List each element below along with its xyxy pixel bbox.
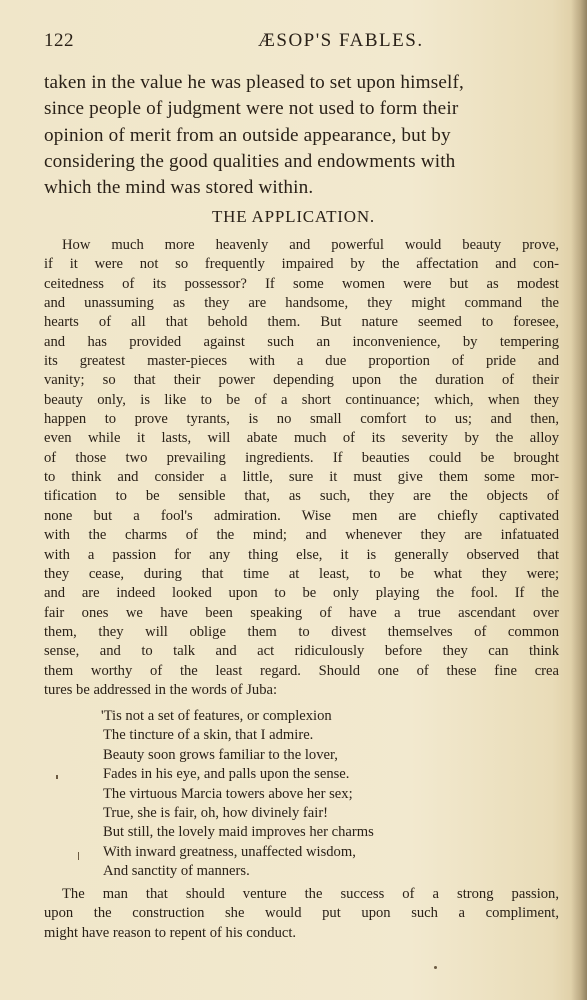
text-line: of those two prevailing ingredients. If beauties could be brought xyxy=(44,449,559,466)
ink-speck xyxy=(78,852,79,860)
text-line: opinion of merit from an outside appearance, but by xyxy=(44,124,451,146)
text-line: its greatest master-pieces with a due proportion of pride and xyxy=(44,353,559,370)
verse-line: And sanctity of manners. xyxy=(103,863,250,880)
text-line: How much more heavenly and powerful would beauty prove, xyxy=(62,237,559,253)
text-line: The man that should venture the success of a strong passion, xyxy=(62,886,559,902)
text-line: and are indeed looked upon to be only playing the fool. If the xyxy=(44,585,559,602)
text-line: happen to prove tyrants, is no small comfort to us; and then, xyxy=(44,411,559,428)
verse-line: But still, the lovely maid improves her charms xyxy=(103,824,374,841)
running-title: ÆSOP'S FABLES. xyxy=(258,30,424,51)
text-line: with a passion for any thing else, it is generally observed that xyxy=(44,546,559,563)
ink-speck xyxy=(56,775,58,779)
text-line: might have reason to repent of his conduct. xyxy=(44,924,297,941)
verse-line: Beauty soon grows familiar to the lover, xyxy=(103,746,338,763)
text-line: tures be addressed in the words of Juba: xyxy=(44,681,278,698)
page-number: 122 xyxy=(44,30,74,51)
closing-paragraph xyxy=(44,885,559,943)
running-header xyxy=(44,30,544,56)
verse-quotation xyxy=(101,707,374,882)
text-line: ceitedness of its possessor? If some women were but as modest xyxy=(44,275,559,292)
ink-speck xyxy=(434,966,437,969)
text-line: them worthy of the least regard. Should one of these fine crea xyxy=(44,662,559,679)
text-line: even while it lasts, will abate much of its severity by the alloy xyxy=(44,430,559,447)
verse-line: Fades in his eye, and palls upon the sense. xyxy=(103,766,350,783)
text-line: beauty only, is like to be of a short continuance; which, when they xyxy=(44,391,559,408)
text-line: considering the good qualities and endowments with xyxy=(44,150,456,172)
text-line: fair ones we have been speaking of have a true ascendant over xyxy=(44,604,559,621)
text-line: with the charms of the mind; and whenever they are infatuated xyxy=(44,527,559,544)
verse-line: The tincture of a skin, that I admire. xyxy=(103,727,314,744)
text-line: which the mind was stored within. xyxy=(44,177,314,199)
page-gutter-shadow xyxy=(571,0,587,1000)
text-line: taken in the value he was pleased to set upon himself, xyxy=(44,72,464,93)
application-paragraph xyxy=(44,236,559,700)
verse-line: True, she is fair, oh, how divinely fair! xyxy=(103,805,329,822)
text-line: if it were not so frequently impaired by the affectation and con- xyxy=(44,256,559,273)
text-line: and has provided against such an inconvenience, by tempering xyxy=(44,333,559,350)
text-line: since people of judgment were not used to form their xyxy=(44,98,459,120)
verse-line: With inward greatness, unaffected wisdom, xyxy=(103,843,356,860)
text-line: vanity; so that their power depending upon the duration of their xyxy=(44,372,559,389)
text-line: hearts of all that behold them. But nature seemed to foresee, xyxy=(44,314,559,331)
verse-line: 'Tis not a set of features, or complexion xyxy=(101,708,332,724)
text-line: upon the construction she would put upon such a compliment, xyxy=(44,905,559,922)
fable-conclusion xyxy=(44,70,559,201)
text-line: them, they will oblige them to divest themselves of common xyxy=(44,623,559,640)
text-line: none but a fool's admiration. Wise men are chiefly captivated xyxy=(44,507,559,524)
section-heading: THE APPLICATION. xyxy=(212,207,375,226)
verse-line: The virtuous Marcia towers above her sex; xyxy=(103,785,353,802)
text-line: they cease, during that time at least, to be what they were; xyxy=(44,565,559,582)
text-line: and unassuming as they are handsome, they might command the xyxy=(44,295,559,312)
text-line: tification to be sensible that, as such, they are the objects of xyxy=(44,488,559,505)
text-line: to think and consider a little, sure it must give them some mor- xyxy=(44,469,559,486)
text-line: sense, and to talk and act ridiculously before they can think xyxy=(44,643,559,660)
